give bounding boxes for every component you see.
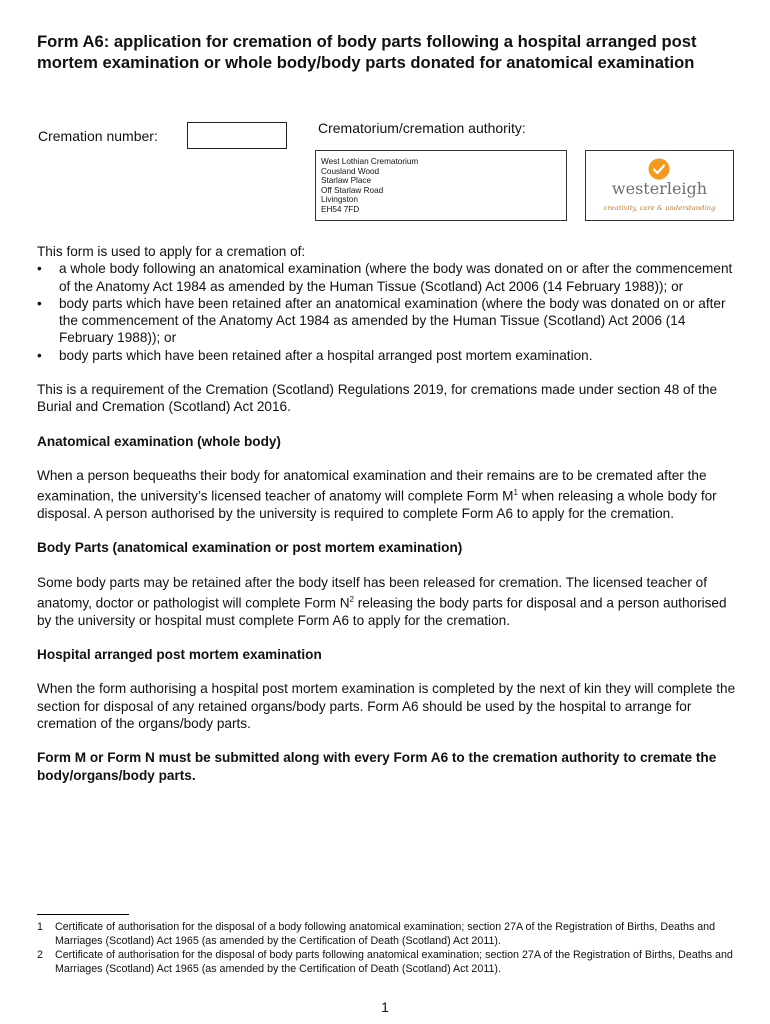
cremation-number-label: Cremation number:	[38, 128, 158, 144]
address-line: Livingston	[321, 195, 358, 204]
footnote-text: Certificate of authorisation for the disposal of body parts following anatomical examination; section 27A of the Registration of Births, Deaths and Marriages (Scotland) Act 1965 (as amended by the Certification of Death (Scotland) Act 2011).	[55, 949, 733, 975]
form-body	[37, 243, 737, 784]
footnote-divider	[37, 914, 129, 915]
footnote-number: 1	[37, 921, 43, 933]
requirement-text: This is a requirement of the Cremation (Scotland) Regulations 2019, for cremations made under section 48 of the Burial and Cremation (Scotland) Act 2016.	[37, 382, 718, 415]
footnote	[37, 920, 737, 948]
section-text: When the form authorising a hospital post mortem examination is completed by the next of kin they will complete the section for disposal of any retained organs/body parts. Form A6 should be used by the hospital to arrange for cremation of the organs/body parts.	[37, 681, 736, 731]
address-line: Cousland Wood	[321, 166, 380, 176]
page-number: 1	[381, 999, 389, 1015]
intro-text: This form is used to apply for a cremation of:	[37, 244, 306, 259]
westerleigh-logo	[585, 150, 734, 221]
section-text: Some body parts may be retained after the body itself has been released for cremation. The licensed teacher of anatomy, doctor or pathologist will complete Form $N^2$ releasing the body parts for disposal and a person authorised by the university or hospital must complete Form A6 to apply for the cremation.	[37, 574, 727, 628]
closing-note: Form M or Form N must be submitted along with every Form A6 to the cremation authority to cremate the body/organs/body parts.	[37, 750, 717, 783]
address-line: Starlaw Place	[321, 176, 372, 185]
footnote-text: Certificate of authorisation for the disposal of a body following anatomical examination; section 27A of the Registration of Births, Deaths and Marriages (Scotland) Act 1965 (as amended by the Certification of Death (Scotland) Act 2011).	[55, 921, 716, 947]
cremation-number-field[interactable]	[187, 122, 287, 149]
footnote	[37, 948, 737, 976]
footnote-ref: 2	[349, 594, 354, 604]
footnotes	[37, 920, 737, 976]
footnote-number: 2	[37, 949, 43, 961]
logo-tagline: creativity, care & understanding	[603, 204, 716, 212]
footnote-ref: 1	[513, 488, 518, 498]
list-item: • body parts which have been retained after a hospital arranged post mortem examination.	[37, 347, 737, 364]
authority-label: Crematorium/cremation authority:	[318, 120, 526, 136]
section-heading: Anatomical examination (whole body)	[37, 433, 281, 449]
logo-wordmark: westerleigh	[611, 179, 708, 198]
address-line: West Lothian Crematorium	[321, 157, 419, 166]
address-line: Off Starlaw Road	[321, 185, 384, 195]
list-item: • body parts which have been retained after an anatomical examination (where the body was donated on or after the commencement of the Anatomy Act 1984 as amended by the Human Tissue (Scotland) Act 2006 (14 February 1988)); or	[37, 295, 737, 347]
page-title: Form A6: application for cremation of body parts following a hospital arranged post mortem examination or whole body/body parts donated for anatomical examination	[37, 32, 697, 72]
checkmark-circle-icon	[648, 158, 670, 180]
section-heading: Body Parts (anatomical examination or post mortem examination)	[37, 540, 463, 556]
section-text: When a person bequeaths their body for anatomical examination and their remains are to be cremated after the examination, the university’s licensed teacher of anatomy will complete Form $M^1$ when releasing a whole body for disposal. A person authorised by the university is required to complete Form A6 to apply for the cremation.	[37, 467, 717, 522]
section-heading: Hospital arranged post mortem examination	[37, 647, 322, 663]
bullet-list	[37, 260, 737, 364]
address-line: EH54 7FD	[321, 204, 360, 214]
authority-address-box	[315, 150, 567, 221]
list-item: • a whole body following an anatomical examination (where the body was donated on or after the commencement of the Anatomy Act 1984 as amended by the Human Tissue (Scotland) Act 2006 (14 February 1988)); or	[37, 260, 737, 295]
